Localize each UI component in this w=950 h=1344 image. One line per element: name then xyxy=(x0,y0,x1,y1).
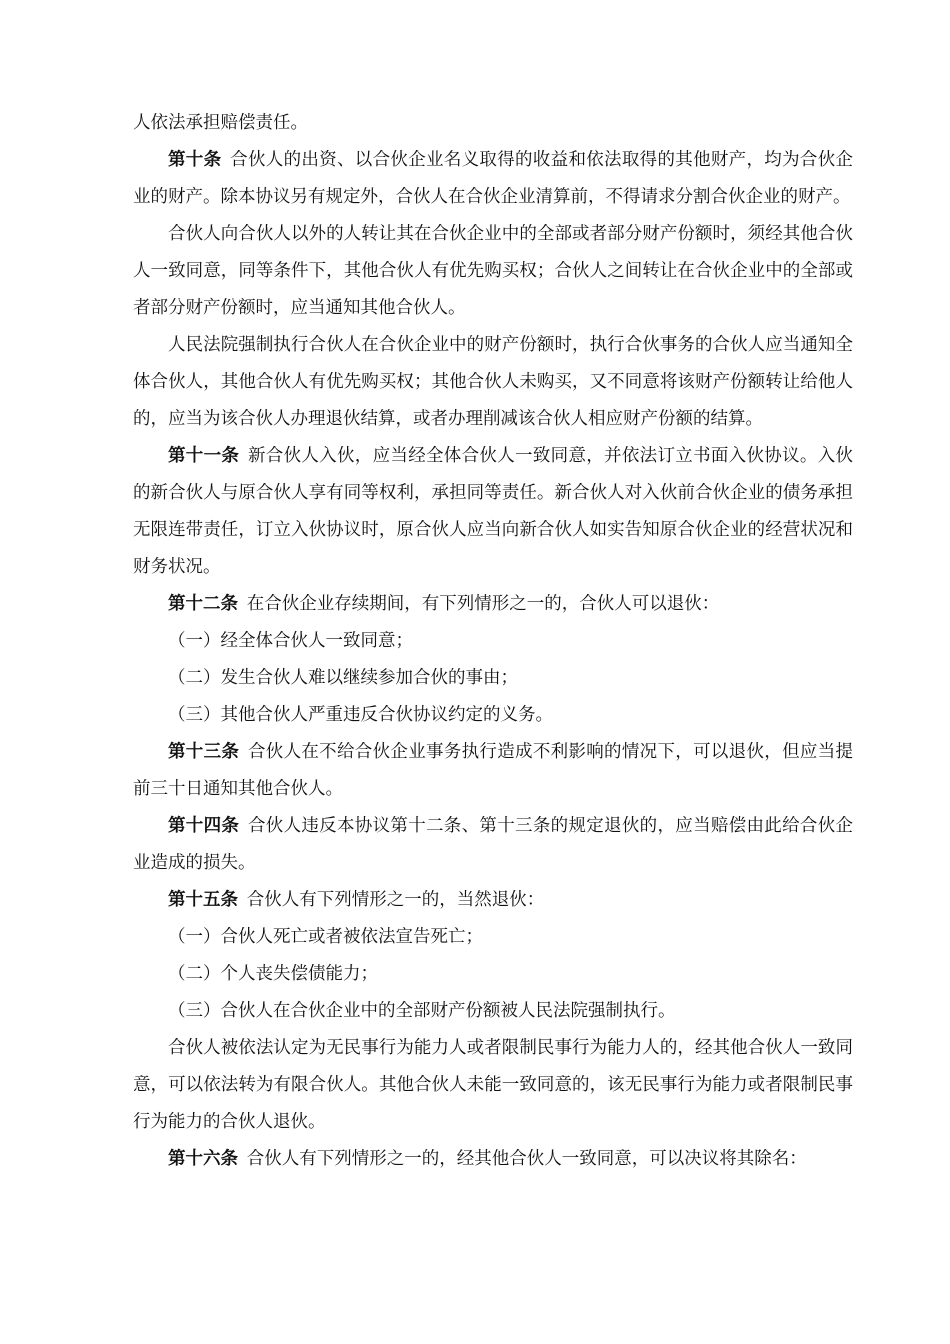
article-number: 第十条 xyxy=(168,150,222,170)
paragraph-text: 合伙人违反本协议第十二条、第十三条的规定退伙的，应当赔偿由此给合伙企业造成的损失。 xyxy=(133,816,853,873)
paragraph-text: 合伙人有下列情形之一的，经其他合伙人一致同意，可以决议将其除名： xyxy=(246,1149,807,1169)
paragraph-text: 合伙人被依法认定为无民事行为能力人或者限制民事行为能力人的，经其他合伙人一致同意，可以依法转为有限合伙人。其他合伙人未能一致同意的，该无民事行为能力或者限制民事行为能力的合伙人退伙。 xyxy=(133,1038,853,1132)
article-number: 第十二条 xyxy=(168,594,238,614)
list-item xyxy=(133,660,853,697)
list-item-text: （二）个人丧失偿债能力； xyxy=(168,964,378,984)
list-item-text: （一）经全体合伙人一致同意； xyxy=(168,631,413,651)
paragraph-text: 合伙人的出资、以合伙企业名义取得的收益和依法取得的其他财产，均为合伙企业的财产。除本协议另有规定外，合伙人在合伙企业清算前，不得请求分割合伙企业的财产。 xyxy=(133,150,854,207)
paragraph-text: 新合伙人入伙，应当经全体合伙人一致同意，并依法订立书面入伙协议。入伙的新合伙人与原合伙人享有同等权利，承担同等责任。新合伙人对入伙前合伙企业的债务承担无限连带责任，订立入伙协议时，原合伙人应当向新合伙人如实告知原合伙企业的经营状况和财务状况。 xyxy=(133,446,853,577)
list-item-text: （三）其他合伙人严重违反合伙协议约定的义务。 xyxy=(168,705,553,725)
article-11 xyxy=(133,438,853,586)
article-13 xyxy=(133,734,853,808)
paragraph-text: 合伙人向合伙人以外的人转让其在合伙企业中的全部或者部分财产份额时，须经其他合伙人一致同意，同等条件下，其他合伙人有优先购买权；合伙人之间转让在合伙企业中的全部或者部分财产份额时，应当通知其他合伙人。 xyxy=(133,224,853,318)
list-item xyxy=(133,956,853,993)
list-item-text: （一）合伙人死亡或者被依法宣告死亡； xyxy=(168,927,483,947)
article-number: 第十一条 xyxy=(168,446,240,466)
article-14 xyxy=(133,808,853,882)
paragraph-text: 合伙人有下列情形之一的，当然退伙： xyxy=(246,890,545,910)
paragraph-3 xyxy=(133,216,853,327)
paragraph-text: 在合伙企业存续期间，有下列情形之一的，合伙人可以退伙： xyxy=(246,594,720,614)
article-12 xyxy=(133,586,853,623)
list-item-text: （二）发生合伙人难以继续参加合伙的事由； xyxy=(168,668,518,688)
paragraph-text: 合伙人在不给合伙企业事务执行造成不利影响的情况下，可以退伙，但应当提前三十日通知其他合伙人。 xyxy=(133,742,853,799)
list-item-text: （三）合伙人在合伙企业中的全部财产份额被人民法院强制执行。 xyxy=(168,1001,676,1021)
list-item xyxy=(133,623,853,660)
article-10 xyxy=(133,142,853,216)
article-number: 第十三条 xyxy=(168,742,240,762)
paragraph-text: 人依法承担赔偿责任。 xyxy=(133,113,308,133)
list-item xyxy=(133,919,853,956)
article-number: 第十四条 xyxy=(168,816,240,836)
list-item xyxy=(133,993,853,1030)
article-15 xyxy=(133,882,853,919)
article-number: 第十五条 xyxy=(168,890,238,910)
article-16 xyxy=(133,1141,853,1178)
list-item xyxy=(133,697,853,734)
paragraph-16 xyxy=(133,1030,853,1141)
paragraph-text: 人民法院强制执行合伙人在合伙企业中的财产份额时，执行合伙事务的合伙人应当通知全体合伙人，其他合伙人有优先购买权；其他合伙人未购买，又不同意将该财产份额转让给他人的，应当为该合伙人办理退伙结算，或者办理削减该合伙人相应财产份额的结算。 xyxy=(133,335,853,429)
article-number: 第十六条 xyxy=(168,1149,238,1169)
paragraph-1 xyxy=(133,105,853,142)
paragraph-4 xyxy=(133,327,853,438)
document-page xyxy=(133,105,853,1178)
